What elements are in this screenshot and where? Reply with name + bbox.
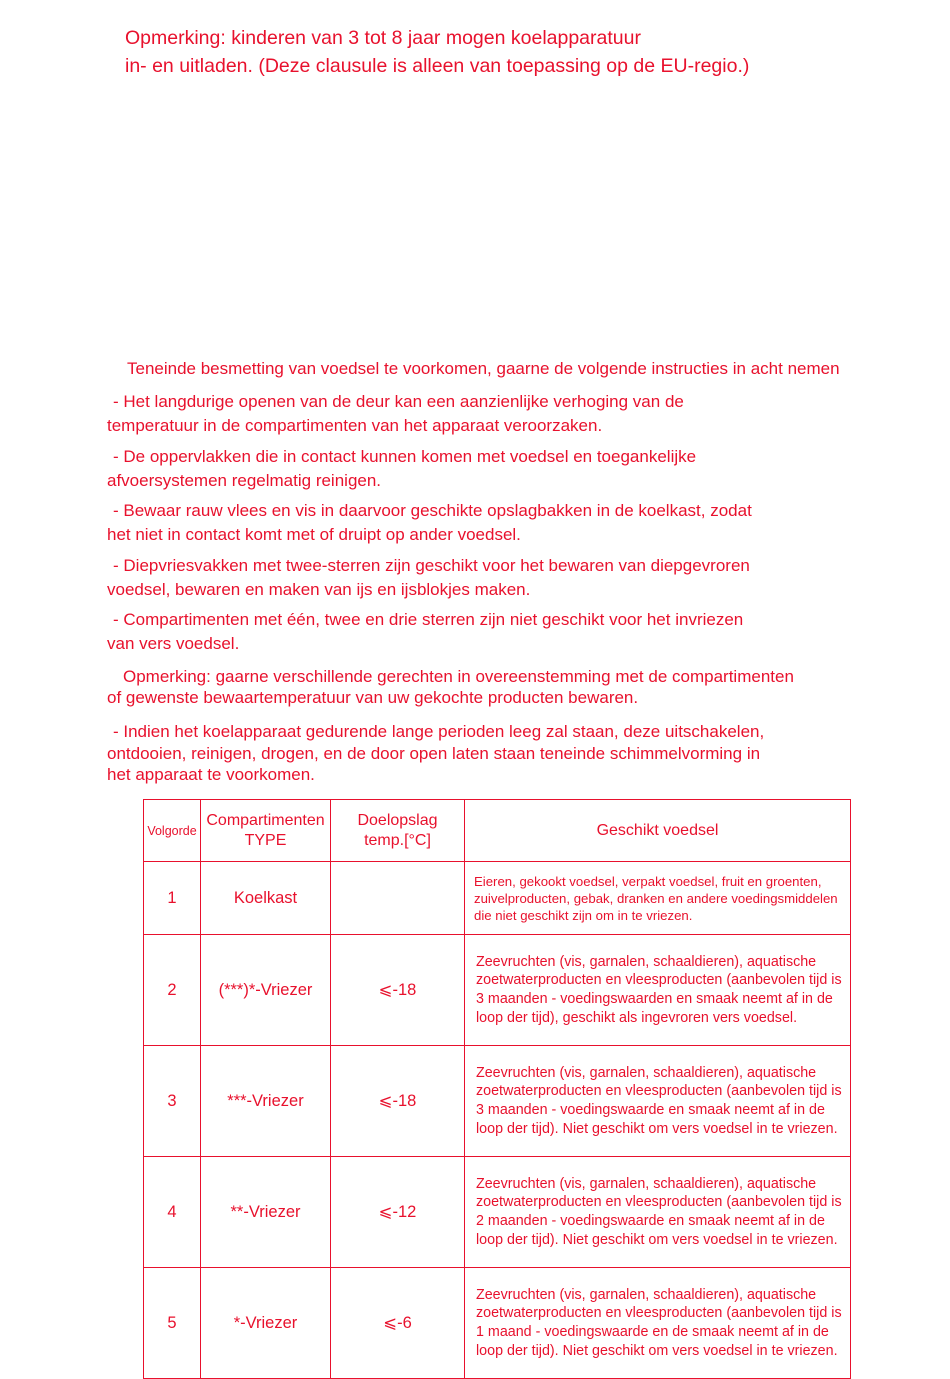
instruction-line: - De oppervlakken die in contact kunnen komen met voedsel en toegankelijke: [113, 447, 697, 466]
empty-appliance-note: [107, 721, 867, 786]
instruction-line: voedsel, bewaren en maken van ijs en ijsblokjes maken.: [107, 580, 531, 599]
instruction-line: het niet in contact komt met of druipt op ander voedsel.: [107, 525, 521, 544]
cell-type: *-Vriezer: [201, 1268, 331, 1379]
table-row: [144, 1046, 851, 1157]
instruction-line: afvoersystemen regelmatig reinigen.: [107, 471, 382, 490]
header-type-line: Compartimenten: [206, 811, 325, 829]
cell-type: Koelkast: [201, 862, 331, 935]
header-food: Geschikt voedsel: [465, 800, 851, 862]
cell-order: 5: [144, 1268, 201, 1379]
cell-food: Zeevruchten (vis, garnalen, schaaldieren), aquatische zoetwaterproducten en vleesproducten (aanbevolen tijd is 3 maanden - voedingswaarden en smaak neemt af in de loop der tijd), geschikt als ingevroren vers voedsel.: [465, 935, 851, 1046]
cell-temp: [331, 862, 465, 935]
instruction-paragraph: [107, 608, 867, 656]
cell-order: 2: [144, 935, 201, 1046]
table-row: [144, 1157, 851, 1268]
cell-order: 3: [144, 1046, 201, 1157]
cell-type: ***-Vriezer: [201, 1046, 331, 1157]
eu-note-line: in- en uitladen. (Deze clausule is alleen van toepassing op de EU-regio.): [125, 55, 750, 77]
table-row: [144, 935, 851, 1046]
instruction-line: temperatuur in de compartimenten van het apparaat veroorzaken.: [107, 416, 603, 435]
cell-food: Zeevruchten (vis, garnalen, schaaldieren), aquatische zoetwaterproducten en vleesproducten (aanbevolen tijd is 1 maand - voedingswaarde en de smaak neemt af in de loop der tijd). Niet geschikt om vers voedsel in te vriezen.: [465, 1268, 851, 1379]
storage-note-line: Opmerking: gaarne verschillende gerechten in overeenstemming met de compartimenten: [123, 667, 794, 686]
cell-food: Zeevruchten (vis, garnalen, schaaldieren), aquatische zoetwaterproducten en vleesproducten (aanbevolen tijd is 3 maanden - voedingswaarde en smaak neemt af in de loop der tijd). Niet geschikt om vers voedsel in te vriezen.: [465, 1046, 851, 1157]
instruction-line: - Het langdurige openen van de deur kan een aanzienlijke verhoging van de: [113, 392, 684, 411]
instruction-paragraph: [107, 445, 867, 493]
empty-appliance-line: het apparaat te voorkomen.: [107, 765, 315, 784]
instruction-line: - Bewaar rauw vlees en vis in daarvoor geschikte opslagbakken in de koelkast, zodat: [113, 501, 752, 520]
storage-note-line: of gewenste bewaartemperatuur van uw gekochte producten bewaren.: [107, 688, 639, 707]
cell-food: Zeevruchten (vis, garnalen, schaaldieren), aquatische zoetwaterproducten en vleesproducten (aanbevolen tijd is 2 maanden - voedingswaarde en smaak neemt af in de loop der tijd). Niet geschikt om vers voedsel in te vriezen.: [465, 1157, 851, 1268]
instruction-paragraph: [107, 499, 867, 547]
cell-type: **-Vriezer: [201, 1157, 331, 1268]
eu-note-line: Opmerking: kinderen van 3 tot 8 jaar mogen koelapparatuur: [125, 27, 641, 49]
cell-temp: ⩽-6: [331, 1268, 465, 1379]
header-temp-line: Doelopslag: [357, 811, 438, 829]
empty-appliance-line: ontdooien, reinigen, drogen, en de door open laten staan teneinde schimmelvorming in: [107, 743, 761, 763]
header-type-line: TYPE: [244, 831, 287, 849]
header-type: [201, 800, 331, 862]
instruction-line: - Diepvriesvakken met twee-sterren zijn geschikt voor het bewaren van diepgevroren: [113, 556, 750, 575]
instruction-paragraph: [107, 390, 867, 438]
compartment-table: [143, 799, 851, 1379]
header-temp-line: temp.[°C]: [364, 831, 431, 849]
cell-temp: ⩽-12: [331, 1157, 465, 1268]
intro-text: Teneinde besmetting van voedsel te voorkomen, gaarne de volgende instructies in acht nemen: [127, 359, 840, 378]
eu-note: [125, 24, 905, 80]
empty-appliance-line: - Indien het koelapparaat gedurende lange perioden leeg zal staan, deze uitschakelen,: [113, 722, 765, 741]
cell-temp: ⩽-18: [331, 935, 465, 1046]
storage-note: [107, 666, 867, 708]
cell-temp: ⩽-18: [331, 1046, 465, 1157]
table-header-row: [144, 800, 851, 862]
instruction-line: van vers voedsel.: [107, 634, 240, 653]
instruction-paragraph: [107, 554, 867, 602]
header-order: Volgorde: [144, 800, 201, 862]
table-row: [144, 1268, 851, 1379]
cell-order: 1: [144, 862, 201, 935]
instruction-line: - Compartimenten met één, twee en drie sterren zijn niet geschikt voor het invriezen: [113, 610, 744, 629]
cell-type: (***)*-Vriezer: [201, 935, 331, 1046]
cell-order: 4: [144, 1157, 201, 1268]
header-temp: [331, 800, 465, 862]
cell-food: Eieren, gekookt voedsel, verpakt voedsel, fruit en groenten, zuivelproducten, gebak, dranken en andere voedingsmiddelen die niet geschikt zijn om in te vriezen.: [465, 862, 851, 935]
table-row: [144, 862, 851, 935]
